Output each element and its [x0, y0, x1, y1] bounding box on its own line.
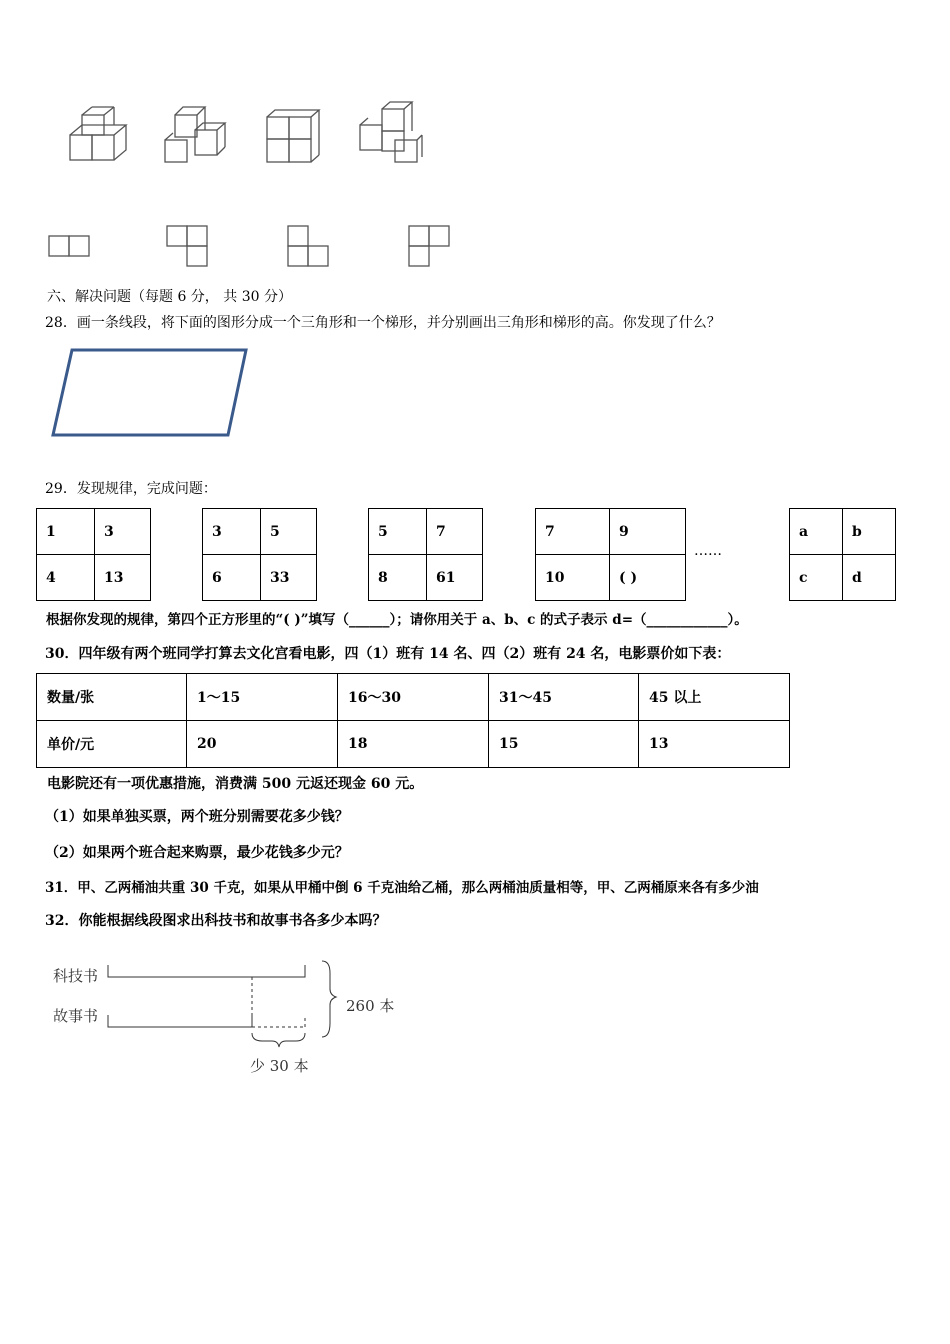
table-row	[37, 674, 790, 721]
cell: 1	[37, 509, 95, 555]
section-heading: 六、解决问题（每题 6 分， 共 30 分）	[47, 289, 292, 305]
table-cell: 1～15	[187, 674, 338, 721]
cube-figures-row	[60, 95, 440, 170]
segment-diagram	[50, 955, 410, 1080]
cell: 8	[369, 555, 427, 601]
story-books-segment	[108, 1015, 252, 1027]
cell: 33	[261, 555, 317, 601]
cell: 7	[536, 509, 610, 555]
table-cell: 单价/元	[37, 721, 187, 768]
table-cell: 45 以上	[639, 674, 790, 721]
question-30-sub2: （2）如果两个班合起来购票，最少花钱多少元？	[45, 845, 349, 861]
cell: 6	[203, 555, 261, 601]
pattern-square-1	[36, 508, 151, 601]
cell: c	[790, 555, 843, 601]
difference-brace	[252, 1033, 305, 1047]
cell: 5	[261, 509, 317, 555]
pattern-square-general	[789, 508, 896, 601]
question-29-prompt: 29．发现规律，完成问题：	[45, 481, 217, 497]
table-cell: 13	[639, 721, 790, 768]
question-32: 32．你能根据线段图求出科技书和故事书各多少本吗？	[45, 913, 387, 929]
cell: 4	[37, 555, 95, 601]
view-option-3	[288, 226, 328, 266]
pattern-square-4	[535, 508, 686, 601]
label-science-books: 科技书	[53, 967, 99, 985]
label-difference: 少 30 本	[250, 1057, 309, 1075]
cell: d	[843, 555, 896, 601]
question-29-question: 根据你发现的规律，第四个正方形里的“( )”填写（______）；请你用关于 a、b、c 的式子表示 d=（____________）。	[46, 612, 748, 628]
pattern-square-2	[202, 508, 317, 601]
cube-figure-3	[267, 110, 319, 162]
science-books-segment	[108, 965, 305, 977]
table-cell: 18	[338, 721, 489, 768]
cell: 3	[203, 509, 261, 555]
table-cell: 16～30	[338, 674, 489, 721]
table-cell: 数量/张	[37, 674, 187, 721]
cell: b	[843, 509, 896, 555]
cell: ( )	[610, 555, 686, 601]
cell: 9	[610, 509, 686, 555]
view-option-2	[167, 226, 207, 266]
question-30-note: 电影院还有一项优惠措施，消费满 500 元返还现金 60 元。	[47, 776, 424, 792]
cell: 10	[536, 555, 610, 601]
ticket-price-table	[36, 673, 790, 768]
table-cell: 31～45	[489, 674, 639, 721]
total-brace	[322, 961, 336, 1037]
view-option-1	[49, 236, 89, 256]
cell: 5	[369, 509, 427, 555]
label-total: 260 本	[346, 997, 395, 1015]
table-row	[37, 721, 790, 768]
table-cell: 15	[489, 721, 639, 768]
view-figures-row	[45, 222, 455, 272]
cell: 3	[95, 509, 151, 555]
cube-figure-4	[360, 102, 422, 162]
view-option-4	[409, 226, 449, 266]
cube-figure-1	[70, 107, 126, 160]
cell: 13	[95, 555, 151, 601]
cell: 61	[427, 555, 483, 601]
question-31: 31．甲、乙两桶油共重 30 千克，如果从甲桶中倒 6 千克油给乙桶，那么两桶油质量相等，甲、乙两桶原来各有多少油	[45, 880, 759, 896]
question-30: 30．四年级有两个班同学打算去文化宫看电影，四（1）班有 14 名、四（2）班有 24 名，电影票价如下表：	[45, 646, 731, 662]
table-cell: 20	[187, 721, 338, 768]
question-30-sub1: （1）如果单独买票，两个班分别需要花多少钱？	[45, 809, 349, 825]
cell: a	[790, 509, 843, 555]
ellipsis: ……	[694, 543, 722, 559]
parallelogram-figure	[50, 347, 250, 439]
pattern-square-3	[368, 508, 483, 601]
cube-figure-2	[165, 107, 225, 162]
question-28: 28．画一条线段，将下面的图形分成一个三角形和一个梯形，并分别画出三角形和梯形的高。你发现了什么？	[45, 315, 721, 331]
label-story-books: 故事书	[53, 1007, 99, 1025]
cell: 7	[427, 509, 483, 555]
